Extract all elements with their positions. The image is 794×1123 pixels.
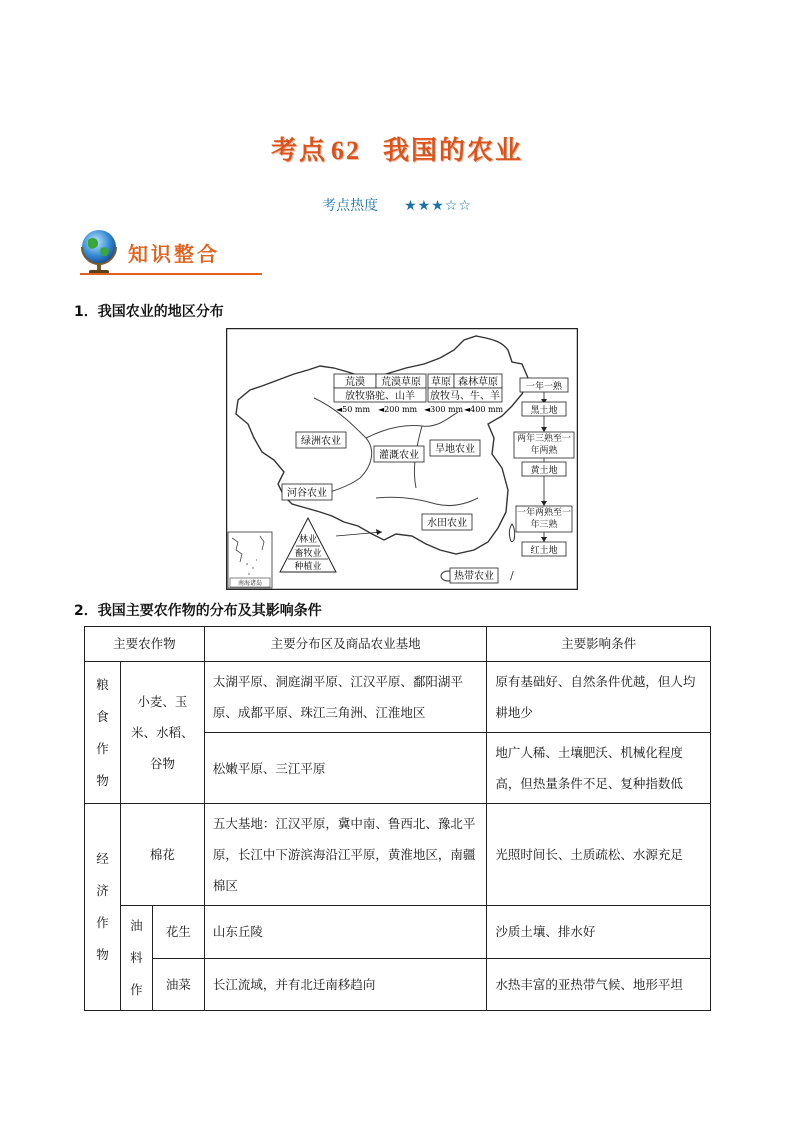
table-row	[85, 662, 711, 733]
heat-label: 考点热度	[322, 198, 379, 214]
title-number: 62	[331, 136, 361, 165]
label-tropical: 热带农业	[454, 571, 494, 582]
title-name: 我国的农业	[383, 136, 524, 166]
cotton-crop: 棉花	[120, 804, 204, 906]
cotton-conditions: 光照时间长、土质疏松、水源充足	[487, 804, 711, 906]
grain-distribution-north: 松嫩平原、三江平原	[204, 733, 486, 804]
peanut-crop: 花生	[152, 906, 204, 959]
chain-crop-2: 两年三熟至一年两熟	[516, 434, 571, 456]
globe-icon	[74, 226, 126, 278]
heat-stars: ★★★☆☆	[404, 198, 472, 214]
table-row	[85, 958, 711, 1011]
inset-label: 南海诸岛	[237, 580, 263, 587]
agriculture-map	[226, 328, 578, 590]
label-livestock: 畜牧业	[294, 549, 322, 559]
peanut-conditions: 沙质土壤、排水好	[487, 906, 711, 959]
section-banner	[74, 226, 260, 278]
chain-crop-1: 一年一熟	[525, 382, 563, 392]
label-graze-camel: 放牧骆驼、山羊	[345, 391, 415, 402]
grain-conditions-south: 原有基础好、自然条件优越，但人均耕地少	[487, 662, 711, 733]
cotton-distribution: 五大基地：江汉平原，冀中南、鲁西北、豫北平原，长江中下游滨海沿江平原，黄淮地区，南疆棉区	[204, 804, 486, 906]
label-graze-horse: 放牧马、牛、羊	[430, 391, 500, 402]
header-crops: 主要农作物	[85, 627, 205, 662]
label-steppe: 草原	[431, 377, 451, 388]
chain-crop-3: 一年两熟至一年三熟	[516, 508, 571, 530]
isoline-50: ◄50 mm	[336, 405, 371, 414]
header-conditions: 主要影响条件	[487, 627, 711, 662]
label-planting: 种植业	[294, 562, 322, 572]
label-valley: 河谷农业	[287, 488, 327, 499]
label-desert: 荒漠	[345, 377, 365, 388]
crops-table	[84, 626, 711, 1011]
rapeseed-conditions: 水热丰富的亚热带气候、地形平坦	[487, 958, 711, 1011]
label-oasis: 绿洲农业	[301, 436, 341, 447]
svg-text:/: /	[510, 569, 514, 582]
rapeseed-crop: 油菜	[152, 958, 204, 1011]
category-grain: 粮 食 作 物	[85, 662, 121, 804]
page-title	[0, 130, 794, 167]
title-prefix: 考点	[270, 136, 327, 166]
chain-soil-1: 黑土地	[530, 406, 558, 416]
label-forestry: 林业	[298, 535, 318, 545]
table-row	[85, 804, 711, 906]
chain-soil-3: 红土地	[530, 546, 558, 556]
table-header-row	[85, 627, 711, 662]
rapeseed-distribution: 长江流域，并有北迁南移趋向	[204, 958, 486, 1011]
label-desert-steppe: 荒漠草原	[381, 377, 421, 388]
isoline-400: ◄400 mm	[464, 405, 504, 414]
chain-soil-2: 黄土地	[530, 466, 558, 476]
grain-distribution-south: 太湖平原、洞庭湖平原、江汉平原、鄱阳湖平原、成都平原、珠江三角洲、江淮地区	[204, 662, 486, 733]
table-row	[85, 906, 711, 959]
label-irrigation: 灌溉农业	[379, 450, 419, 461]
isoline-300: ◄300 mm	[424, 405, 464, 414]
label-paddy: 水田农业	[427, 518, 467, 529]
section-label: 知识整合	[128, 242, 220, 266]
grain-crops: 小麦、玉米、水稻、谷物	[120, 662, 204, 804]
oil-crops-label: 油 料 作	[120, 906, 152, 1011]
heat-rating	[0, 195, 794, 215]
isoline-200: ◄200 mm	[378, 405, 418, 414]
header-distribution: 主要分布区及商品农业基地	[204, 627, 486, 662]
section-underline	[80, 273, 262, 275]
category-economic: 经 济 作 物	[85, 804, 121, 1011]
label-forest-steppe: 森林草原	[458, 377, 498, 388]
grain-conditions-north: 地广人稀、土壤肥沃、机械化程度高，但热量条件不足、复种指数低	[487, 733, 711, 804]
label-dryland: 旱地农业	[435, 444, 475, 455]
heading-distribution: 1．我国农业的地区分布	[74, 304, 224, 320]
peanut-distribution: 山东丘陵	[204, 906, 486, 959]
heading-crops: 2．我国主要农作物的分布及其影响条件	[74, 603, 322, 619]
